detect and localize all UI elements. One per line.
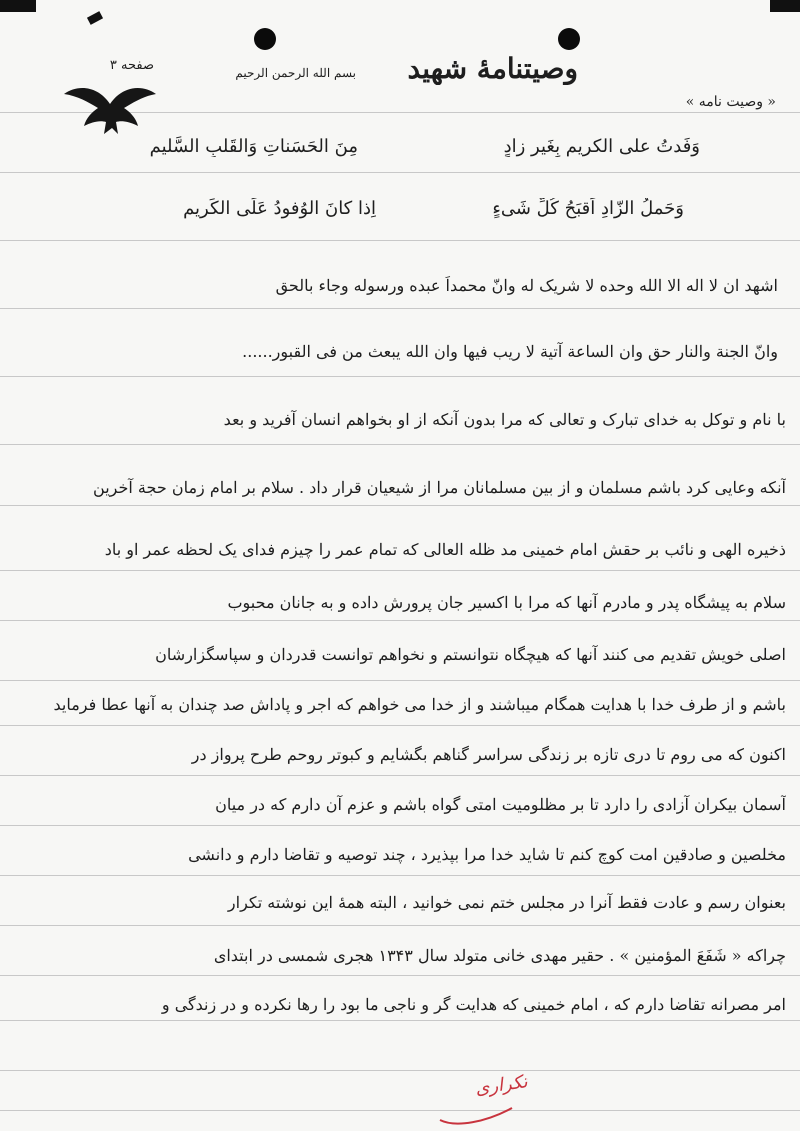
- scan-corner-mark: [770, 0, 800, 12]
- page-number: صفحه ۳: [109, 58, 154, 73]
- text-line: با نام و توکل به خدای تبارک و تعالی که مرا بدون آنکه از او بخواهم انسان آفرید و بعد: [223, 410, 786, 429]
- text-line: سلام به پیشگاه پدر و مادرم آنها که مرا با اکسیر جان پرورش داده و به جانان محبوب: [227, 593, 786, 612]
- ruled-line: [0, 620, 800, 621]
- text-line: وانّ الجنة والنار حق وان الساعة آتیة لا ریب فیها وان الله یبعث من فی القبور......: [242, 342, 778, 361]
- text-line: مخلصین و صادقین امت کوچ کنم تا شاید خدا مرا بپذیرد ، چند توصیه و تقاضا دارم و دانشی: [188, 845, 786, 864]
- ruled-line: [0, 570, 800, 571]
- ruled-line: [0, 725, 800, 726]
- scan-corner-mark: [87, 11, 103, 25]
- poem-hemistich: مِنَ الحَسَناتِ وَالقَلبِ السَّلیمِ: [149, 136, 358, 157]
- basmala: بسم الله الرحمن الرحیم: [235, 66, 356, 80]
- text-line: بعنوان رسم و عادت فقط آنرا در مجلس ختم نمی خوانید ، البته همهٔ این نوشته تکرار: [227, 893, 786, 912]
- ruled-line: [0, 825, 800, 826]
- ruled-line: [0, 1070, 800, 1071]
- red-annotation: تکراری: [473, 1071, 529, 1100]
- poem-hemistich: وَفَدتُ علی الکریمِ بِغَیرِ زادٍ: [503, 136, 700, 157]
- dove-emblem-icon: [62, 76, 158, 136]
- ruled-line: [0, 505, 800, 506]
- ruled-line: [0, 1110, 800, 1111]
- text-line: اصلی خویش تقدیم می کنند آنها که هیچگاه نتوانستم و نخواهم توانست قدردان و سپاسگزارشان: [155, 645, 786, 664]
- text-line: امر مصرانه تقاضا دارم که ، امام خمینی که هدایت گر و ناجی ما بود را رها نکرده و در زندگی و: [161, 995, 786, 1014]
- section-label: « وصیت نامه »: [685, 94, 776, 110]
- ruled-line: [0, 925, 800, 926]
- ruled-line: [0, 680, 800, 681]
- poem-hemistich: اِذا کانَ الوُفودُ عَلَی الکَریمِ: [183, 198, 376, 219]
- scan-corner-mark: [0, 0, 36, 12]
- ruled-line: [0, 775, 800, 776]
- ruled-line: [0, 240, 800, 241]
- text-line: آنکه وعایی کرد باشم مسلمان و از بین مسلمانان مرا از شیعیان قرار داد . سلام بر امام زمان حجة آخرین: [93, 478, 786, 497]
- text-line: چراکه « شَفَعَ المؤمنین » . حقیر مهدی خانی متولد سال ۱۳۴۳ هجری شمسی در ابتدای: [213, 946, 786, 965]
- ruled-line: [0, 308, 800, 309]
- text-line: اکنون که می روم تا دری تازه بر زندگی سراسر گناهم بگشایم و کبوتر روحم طرح پرواز در: [191, 745, 786, 764]
- ruled-line: [0, 376, 800, 377]
- ruled-line: [0, 1020, 800, 1021]
- text-line: آسمان بیکران آزادی را دارد تا بر مظلومیت امتی گواه باشم و عزم آن دارم که در میان: [215, 795, 786, 814]
- punch-hole: [558, 28, 580, 50]
- text-line: ذخیره الهی و نائب بر حقش امام خمینی مد ظله العالی که تمام عمر را چیزم فدای یک لحظه عمر او باد: [104, 540, 786, 559]
- punch-hole: [254, 28, 276, 50]
- document-title: وصیتنامهٔ شهید: [407, 52, 578, 85]
- ruled-line: [0, 172, 800, 173]
- poem-hemistich: وَحَملُ الزّادِ اَقبَحُ کُلِّ شَیءٍ: [492, 198, 684, 219]
- annotation-underline-icon: [436, 1100, 516, 1130]
- ruled-line: [0, 444, 800, 445]
- ruled-line: [0, 975, 800, 976]
- ruled-line: [0, 875, 800, 876]
- text-line: باشم و از طرف خدا با هدایت همگام میباشند و از خدا می خواهم که اجر و پاداش صد چندان به آنها عطا فرماید: [53, 695, 786, 714]
- text-line: اشهد ان لا اله الا الله وحده لا شریک له وانّ محمداً عبده ورسوله وجاء بالحق: [275, 276, 778, 295]
